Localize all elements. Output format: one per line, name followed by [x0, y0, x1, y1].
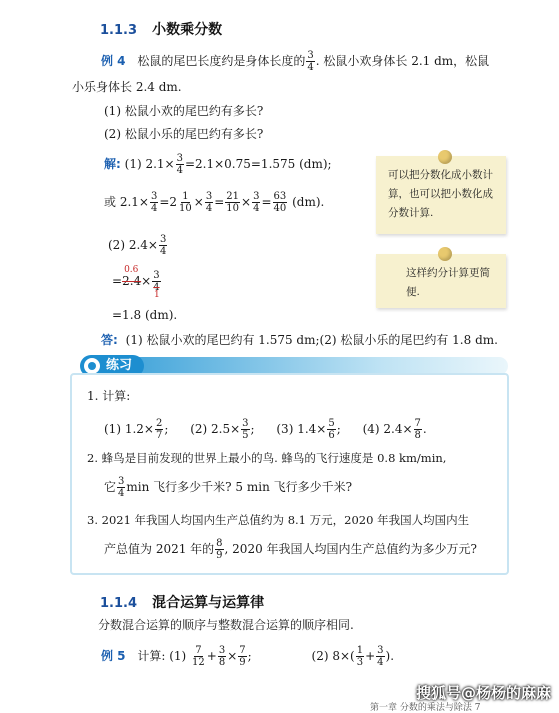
- section-number: 1.1.3: [100, 23, 138, 38]
- example-label: 例 5: [101, 649, 126, 663]
- page-footer: 第一章 分数的乘法与除法 7: [370, 703, 481, 713]
- section-heading: [100, 19, 222, 39]
- fraction: $\frac{3}{4}$: [307, 50, 314, 73]
- pushpin-icon: [438, 247, 452, 261]
- exercise-q2-line1: 2. 蜂鸟是目前发现的世界上最小的鸟. 蜂鸟的飞行速度是 0.8 km/min,: [87, 451, 447, 465]
- answer-text: (1) 松鼠小欢的尾巴约有 1.575 dm;(2) 松鼠小乐的尾巴约有 1.8 dm.: [125, 333, 498, 347]
- exercise-q1-label: 1. 计算:: [87, 389, 131, 403]
- solution-line4: = 0.6 2.4× $\frac{3}{4}$ 1: [112, 265, 160, 300]
- exercise-q3-line2: 产总值为 2021 年的 $\frac{8}{9}$ , 2020 年我国人均国内生产总值约为多少万元?: [104, 538, 477, 561]
- section-title: 混合运算与运算律: [152, 595, 265, 611]
- exercise-icon: [84, 358, 100, 374]
- section-intro: 分数混合运算的顺序与整数混合运算的顺序相同.: [98, 618, 354, 632]
- exercise-q3-line1: 3. 2021 年我国人均国内生产总值约为 8.1 万元，2020 年我国人均国内生: [87, 513, 470, 527]
- example-label: 例 4: [101, 54, 126, 68]
- sticky-note: 可以把分数化成小数计算，也可以把小数化成分数计算.: [376, 156, 506, 234]
- watermark: 搜狐号@杨杨的麻麻: [415, 684, 551, 702]
- question-2: (2) 松鼠小乐的尾巴约有多长?: [104, 127, 264, 141]
- example4-line2: 小乐身体长 2.4 dm.: [72, 80, 182, 94]
- solution-label: 解:: [104, 157, 121, 171]
- solution-line1: 解: (1) 2.1× $\frac{3}{4}$ =2.1×0.75=1.575 (dm);: [104, 153, 332, 176]
- exercise-q2-line2: 它 $\frac{3}{4}$ min 飞行多少千米? 5 min 飞行多少千米?: [104, 476, 353, 499]
- example5-line: 例 5 计算: (1) $\frac{7}{12}$ + $\frac{3}{8}$ × $\frac{7}{9}$ ; (2) 8×( $\frac{1}{3}$ + $\frac{3}{4}$ ).: [101, 645, 395, 668]
- sticky-note: 这样约分计算更简便.: [376, 254, 506, 308]
- example4-text: 松鼠的尾巴长度约是身体长度的: [137, 54, 306, 68]
- section-number: 1.1.4: [100, 596, 138, 611]
- section-title: 小数乘分数: [152, 22, 223, 38]
- solution-line2: 或 2.1× $\frac{3}{4}$ =2 $\frac{1}{10}$ × $\frac{3}{4}$ = $\frac{21}{10}$ × $\frac{3}{4}$ = $\frac{63}{40}$ (dm).: [104, 191, 325, 214]
- solution-line3: (2) 2.4× $\frac{3}{4}$: [108, 234, 167, 257]
- pushpin-icon: [438, 150, 452, 164]
- question-1: (1) 松鼠小欢的尾巴约有多长?: [104, 104, 264, 118]
- example4-text-b: . 松鼠小欢身体长 2.1 dm，松鼠: [315, 54, 490, 68]
- exercise-label: 练习: [80, 355, 144, 377]
- answer-line: [101, 331, 498, 349]
- exercise-q1-items: (1) 1.2× $\frac{2}{7}$ ; (2) 2.5× $\frac{3}{5}$ ; (3) 1.4× $\frac{5}{6}$ ; (4) 2.4× $\frac{7}{8}$ .: [104, 418, 427, 441]
- solution-line5: =1.8 (dm).: [112, 308, 178, 322]
- section-heading: [100, 592, 264, 612]
- answer-label: 答:: [101, 333, 118, 347]
- example4-line1: [101, 50, 489, 73]
